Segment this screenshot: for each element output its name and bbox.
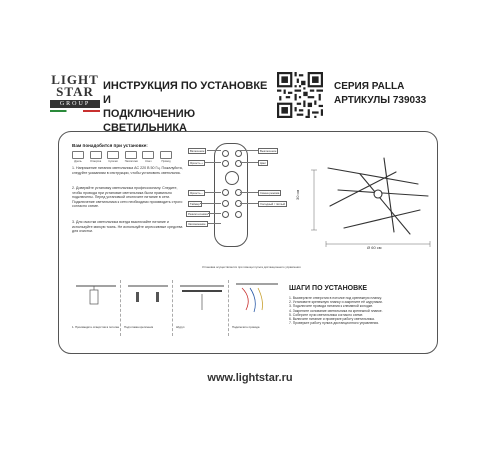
brightness-up-icon — [222, 160, 229, 167]
title-line2: ПОДКЛЮЧЕНИЮ СВЕТИЛЬНИКА — [103, 108, 196, 134]
callout-color: Цвет — [260, 160, 267, 165]
steps-title: ШАГИ ПО УСТАНОВКЕ — [289, 285, 368, 292]
logo-line3: GROUP — [50, 100, 100, 108]
figure-3-caption: Шуруп — [176, 325, 185, 329]
paragraph-1: 1. Напряжение питания светильника AC 220 В 50 Гц. Пожалуйста, следуйте указаниям в инструкции, чтобы установить светильник. — [72, 166, 183, 175]
warm-cold-icon — [235, 200, 242, 207]
figure-1-caption: 1. Произведите отверстия в потолке — [72, 325, 120, 329]
callout-line — [207, 150, 221, 151]
tool-label: Провод — [161, 160, 171, 163]
figure-1 — [72, 280, 121, 336]
figure-4 — [232, 280, 282, 336]
memory-icon — [235, 211, 242, 218]
paragraph-2: 2. Доверяйте установку светильника профессионалу. Следите, чтобы провода при установке светильника были правильно подключены. Перед установкой отключите питание в сети. Подключение светильника к сети необходимо производить строго согласно схеме. — [72, 186, 183, 209]
callout-mode: Смена режима — [260, 190, 280, 195]
bracket-icon — [124, 280, 172, 320]
figure-2-caption: Подготовка крепления — [124, 325, 154, 329]
tool-label: Дрель — [74, 160, 82, 163]
paragraph-3: 3. Для очистки светильника всегда выключайте питание и используйте мягкую ткань. Не используйте агрессивные средства для очистки. — [72, 220, 183, 234]
callout-line — [204, 192, 221, 193]
cutters-icon — [107, 151, 119, 159]
callout-power-on: Включение — [190, 148, 205, 153]
drill-icon — [72, 151, 84, 159]
wire-icon — [160, 151, 172, 159]
callout-power-off: Выключение — [260, 148, 277, 153]
mode-icon — [235, 189, 242, 196]
logo-line1: LIGHT — [51, 72, 99, 87]
installation-figures — [72, 280, 282, 336]
document-title — [103, 79, 273, 135]
figure-2 — [124, 280, 173, 336]
pliers-icon — [125, 151, 137, 159]
tool-label: Отвертка — [89, 160, 102, 163]
step-item: 5. Соберите лучи светильника согласно схеме. — [289, 312, 364, 317]
brightness-down-icon — [222, 189, 229, 196]
step-item: 3. Подключите провода питания к клеммной колодке. — [289, 304, 374, 309]
callout-line — [240, 203, 258, 204]
callout-memory: Запоминание — [188, 221, 206, 226]
website-url[interactable]: www.lightstar.ru — [207, 372, 293, 384]
callout-line — [200, 203, 221, 204]
remote-control-diagram — [214, 143, 248, 247]
figure-3 — [176, 280, 229, 336]
step-item: 4. Закрепите основание светильника на крепежной планке. — [289, 308, 383, 313]
diameter-dimension: Ø 60 см — [367, 245, 382, 250]
tools-list — [72, 151, 172, 163]
article-number: АРТИКУЛЫ 739033 — [334, 95, 427, 106]
step-item: 7. Проверьте работу пульта дистанционного управления. — [289, 321, 380, 326]
wiring-icon — [232, 280, 282, 320]
tool-wire — [160, 151, 172, 163]
step-item: 1. Высверлите отверстия в потолке под крепежную планку. — [289, 296, 382, 300]
wrench-icon — [142, 151, 154, 159]
remote-caption: Установка осуществляется при помощи пульта дистанционного управления — [202, 265, 301, 269]
series-block — [334, 80, 426, 108]
step-item: 6. Включите питание и проверьте работу светильника. — [289, 317, 375, 322]
brand-logo — [50, 74, 100, 112]
callout-timer: Таймер — [190, 201, 200, 206]
timer-icon — [222, 200, 229, 207]
fixture-arm — [344, 210, 420, 228]
power-off-button-icon — [235, 150, 242, 157]
figure-4-caption: Подключите провода — [232, 325, 260, 329]
power-on-button-icon — [222, 150, 229, 157]
night-mode-icon — [222, 211, 229, 218]
callout-line — [240, 150, 258, 151]
tools-title: Вам понадобится при установке: — [72, 143, 148, 148]
main-dial-icon — [225, 171, 239, 185]
tool-screwdriver — [90, 151, 102, 163]
fixture-drawing — [300, 150, 435, 258]
logo-line2: STAR — [56, 84, 94, 99]
series-name: СЕРИЯ PALLA — [334, 81, 405, 92]
ceiling-drill-icon — [72, 280, 120, 320]
callout-line — [208, 213, 221, 214]
tool-label: Ключ — [145, 160, 152, 163]
qr-code-icon — [277, 72, 323, 118]
tool-cutters — [107, 151, 119, 163]
screwdriver-icon — [90, 151, 102, 159]
callout-brightness-down: Яркость − — [190, 190, 203, 195]
tool-label: Кусачки — [108, 160, 118, 163]
fixture-arm — [360, 174, 410, 234]
fixture-arm — [328, 168, 418, 184]
tool-pliers — [125, 151, 137, 163]
step-item: 2. Установите крепежную планку и закрепите её шурупами. — [289, 300, 383, 305]
height-dimension: 30 см — [295, 189, 300, 200]
fixture-hub — [374, 190, 382, 198]
tool-label: Пассатижи — [124, 160, 138, 163]
tool-wrench — [142, 151, 154, 163]
tool-drill — [72, 151, 84, 163]
fixture-arm — [384, 158, 394, 232]
flag-stripe — [50, 110, 100, 112]
callout-line — [240, 192, 258, 193]
steps-list — [289, 296, 434, 325]
callout-line — [204, 162, 221, 163]
title-line1: ИНСТРУКЦИЯ ПО УСТАНОВКЕ И — [103, 80, 268, 106]
callout-night-mode: Режим ночника — [188, 211, 208, 216]
callout-line — [207, 223, 221, 224]
callout-warm-cold: Холодный / тёплый — [260, 201, 286, 206]
callout-line — [240, 162, 258, 163]
screw-mount-icon — [176, 280, 228, 320]
callout-brightness-up: Яркость + — [190, 160, 203, 165]
